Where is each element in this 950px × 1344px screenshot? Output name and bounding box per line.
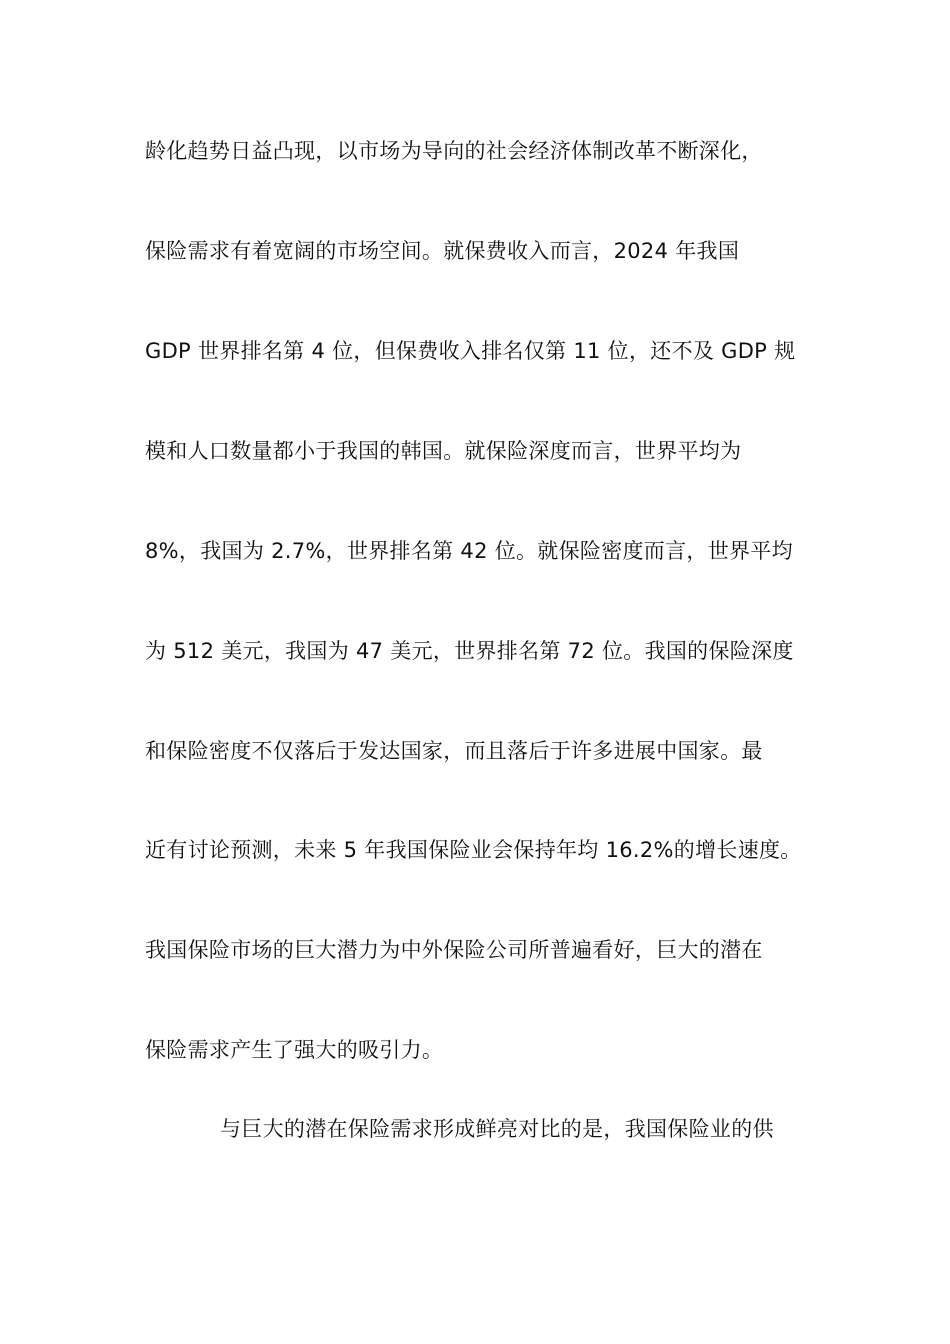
text-line-4: 模和人口数量都小于我国的韩国。就保险深度而言，世界平均为 [145,439,742,463]
text-line-7: 和保险密度不仅落后于发达国家，而且落后于许多进展中国家。最 [145,739,763,763]
text-line-5: 8%，我国为 2.7%，世界排名第 42 位。就保险密度而言，世界平均 [145,539,793,563]
text-line-9: 我国保险市场的巨大潜力为中外保险公司所普遍看好，巨大的潜在 [145,938,763,962]
text-line-8: 近有讨论预测，未来 5 年我国保险业会保持年均 16.2%的增长速度。 [145,838,802,862]
text-line-10: 保险需求产生了强大的吸引力。 [145,1038,444,1062]
text-line-3: GDP 世界排名第 4 位，但保费收入排名仅第 11 位，还不及 GDP 规 [145,339,796,363]
text-line-1: 龄化趋势日益凸现，以市场为导向的社会经济体制改革不断深化， [145,139,763,163]
text-line-6: 为 512 美元，我国为 47 美元，世界排名第 72 位。我国的保险深度 [145,639,794,663]
text-line-2: 保险需求有着宽阔的市场空间。就保费收入而言，2024 年我国 [145,239,740,263]
paragraph-first-line: 与巨大的潜在保险需求形成鲜亮对比的是，我国保险业的供 [220,1117,774,1141]
